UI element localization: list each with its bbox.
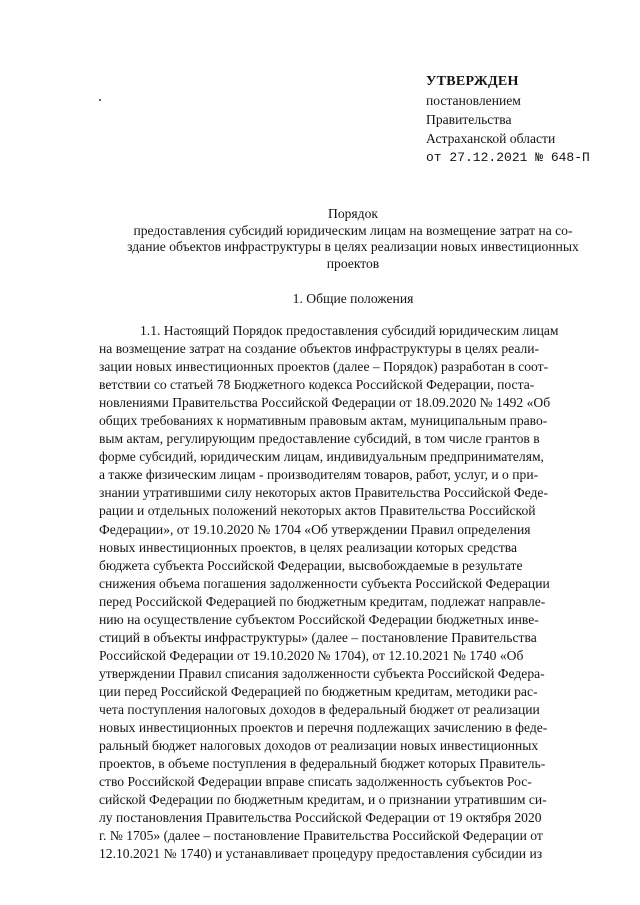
paragraph-line: вым актам, регулирующим предоставление субсидий, в том числе грантов в (99, 431, 540, 447)
paragraph-line: утверждении Правил списания задолженности субъекта Российской Федера- (99, 665, 545, 681)
paragraph-line: зации новых инвестиционных проектов (далее – Порядок) разработан в соот- (99, 359, 549, 375)
paragraph-line: ветствии со статьей 78 Бюджетного кодекса Российской Федерации, поста- (99, 377, 535, 393)
paragraph-line: рации и отдельных положений некоторых актов Правительства Российской (99, 503, 536, 519)
paragraph-line: знании утратившими силу некоторых актов Правительства Российской Феде- (99, 485, 548, 501)
paragraph-line: нию на осуществление субъектом Российской Федерации бюджетных инве- (99, 611, 539, 627)
paragraph-line: новлениями Правительства Российской Федерации от 18.09.2020 № 1492 «Об (99, 395, 551, 411)
approval-date-line: от 27.12.2021 № 648-П (426, 150, 590, 165)
paragraph-line: г. № 1705» (далее – постановление Правительства Российской Федерации от (99, 828, 543, 844)
paragraph-line: на возмещение затрат на создание объектов инфраструктуры в целях реали- (99, 341, 540, 357)
approval-line: Астраханской области (426, 131, 556, 146)
approval-stamp-block (426, 72, 626, 167)
paragraph-line: ство Российской Федерации вправе списать задолженность субъектов Рос- (99, 774, 532, 790)
approval-heading: УТВЕРЖДЕН (426, 74, 519, 89)
paragraph-line: стиций в объекты инфраструктуры» (далее – постановление Правительства (99, 629, 537, 645)
section-heading: 1. Общие положения (292, 291, 414, 306)
document-title (98, 206, 608, 272)
paragraph-line: 12.10.2021 № 1740) и устанавливает процедуру предоставления субсидии из (99, 846, 543, 862)
paragraph-line: ральный бюджет налоговых доходов от реализации новых инвестиционных (99, 738, 539, 754)
paragraph-line: бюджета субъекта Российской Федерации, высвобождаемые в результате (99, 557, 523, 573)
paragraph-line: форме субсидий, юридическим лицам, индивидуальным предпринимателям, (99, 449, 544, 465)
paragraph-line: новых инвестиционных проектов и перечня подлежащих зачислению в феде- (99, 720, 548, 736)
approval-line: Правительства (426, 112, 512, 127)
paragraph-line: лу постановления Правительства Российской Федерации от 19 октября 2020 (99, 810, 542, 826)
paragraph-line: Федерации», от 19.10.2020 № 1704 «Об утверждении Правил определения (99, 521, 531, 537)
paragraph-line: 1.1. Настоящий Порядок предоставления субсидий юридическим лицам (140, 323, 559, 338)
paragraph-line: проектов, в объеме поступления в федеральный бюджет которых Правитель- (99, 756, 546, 772)
paragraph-line: чета поступления налоговых доходов в федеральный бюджет от реализации (99, 701, 540, 717)
scan-speck (99, 99, 101, 101)
paragraph-line: сийской Федерации по бюджетным кредитам, и о признании утратившим си- (99, 792, 547, 808)
paragraph-line: ции перед Российской Федерацией по бюджетным кредитам, методики рас- (99, 683, 538, 699)
paragraph-line: перед Российской Федерацией по бюджетным кредитам, подлежат направле- (99, 593, 546, 609)
title-line: проектов (326, 255, 380, 271)
paragraph-line: новых инвестиционных проектов, в целях реализации которых средства (99, 539, 518, 555)
paragraph-line: а также физическим лицам - производителям товаров, работ, услуг, и о при- (99, 467, 539, 483)
title-line: здание объектов инфраструктуры в целях реализации новых инвестиционных (127, 239, 579, 254)
paragraph-line: Российской Федерации от 19.10.2020 № 1704), от 12.10.2021 № 1740 «Об (99, 647, 524, 663)
title-line: предоставления субсидий юридическим лицам на возмещение затрат на со- (133, 222, 573, 238)
title-line: Порядок (328, 206, 378, 221)
body-paragraph (99, 322, 598, 863)
paragraph-line: общих требованиях к нормативным правовым актам, муниципальным право- (99, 413, 548, 429)
approval-line: постановлением (426, 93, 521, 108)
paragraph-line: снижения объема погашения задолженности субъекта Российской Федерации (99, 575, 550, 591)
